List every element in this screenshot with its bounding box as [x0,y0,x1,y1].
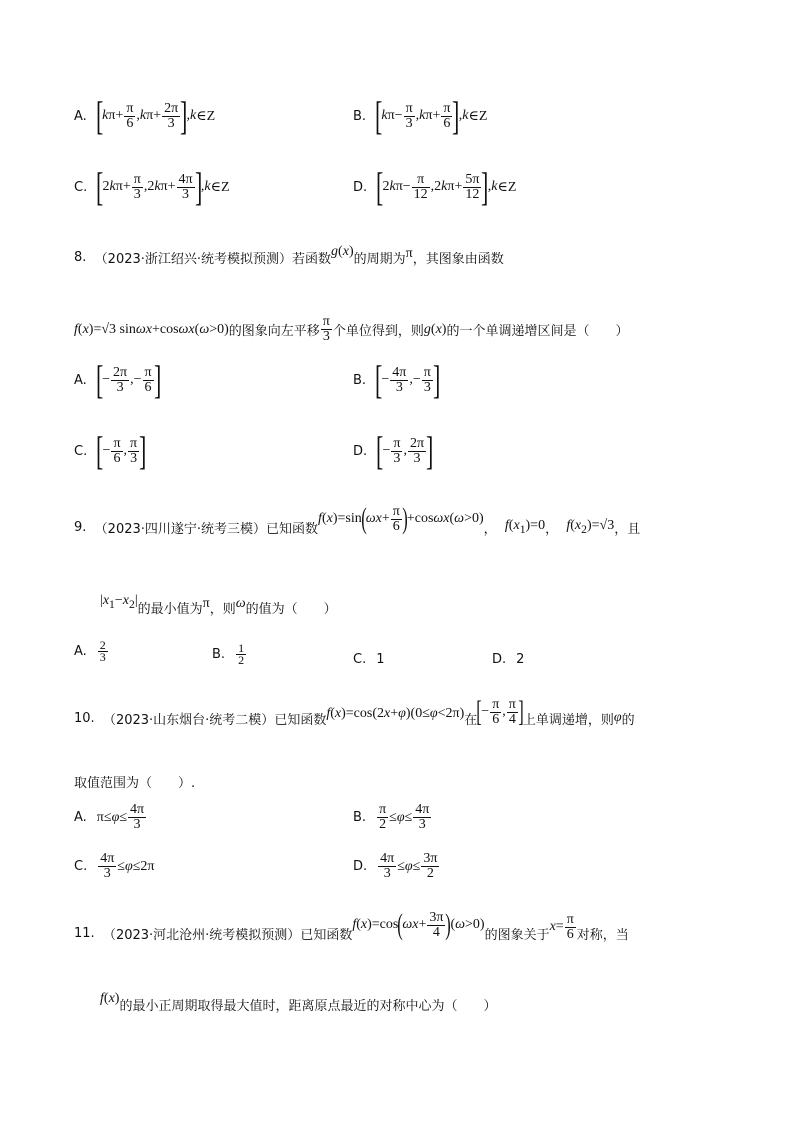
right-bracket: ] [452,93,460,138]
stem-text: 已知函数 [300,927,353,943]
q9-option-a[interactable]: A. 2 3 [74,638,106,664]
option-label: D. [492,652,507,667]
option-label: A. [74,108,87,124]
q8-stem-line2: f(x)=√3 sinωx+cosωx(ω>0) 的图象向左平移 π 3 个单位得到，则 g(x) 的一个单调递增区间是（ ） [74,314,629,344]
option-label: C. [74,179,88,195]
q11-stem-line2: f(x) 的最小正周期取得最大值时，距离原点最近的对称中心为（ ） [100,990,497,1014]
q9-stem-line2: $|x_1-x_2|$ 的最小值为 π ，则 ω 的值为（ ） [100,592,337,617]
left-bracket: [ [376,428,384,473]
stem-text: 上单调递增，则 [522,712,614,728]
question-source: （2023·河北沧州·统考模拟预测） [102,927,301,943]
option-value: 1 [376,652,385,667]
right-bracket: ] [432,357,441,402]
option-label: C. [74,859,88,874]
q10-option-b[interactable]: B. π 2 ≤ φ ≤ 4π 3 [353,802,430,832]
option-label: A. [74,372,87,388]
stem-text: 的 [621,712,635,728]
right-bracket: ] [426,428,434,473]
question-source: （2023·四川遂宁·统考三模） [94,521,267,537]
right-bracket: ] [180,93,188,138]
stem-text: ， [545,521,559,537]
q8-option-c[interactable]: C. [ − π 6 , π 3 ] [74,428,147,473]
option-label: B. [212,647,226,662]
left-bracket: [ [376,164,384,209]
option-label: B. [353,108,367,124]
q11-stem-line1: 11. （2023·河北沧州·统考模拟预测） 已知函数 f ( x )=cos ( ωx + 3π 4 ) ( ω >0) 的图象关于 x = π 6 对称，当 [74,908,629,943]
q8-option-b[interactable]: B. [ − 4π 3 ,− π 3 ] [353,357,441,402]
option-label: D. [353,179,368,195]
q9-stem-line1: 9. （2023·四川遂宁·统考三模） 已知函数 f ( x )=sin ( ωx + π 6 ) +cos ωx ( ω >0) ， $f(x_1)=0$ ， $f(x_2)=√3$ ，且 [74,502,641,537]
stem-text: ，则 [209,602,236,617]
q10-option-a[interactable]: A. π≤ φ ≤ 4π 3 [74,802,145,832]
stem-text: 的周期为 [353,252,406,267]
q9-option-b[interactable]: B. 1 2 [212,641,245,667]
left-bracket: [ [96,428,104,473]
option-label: C. [353,652,367,667]
stem-text: ，且 [614,521,641,537]
stem-text: 若函数 [292,252,332,267]
stem-text: 已知函数 [266,521,319,537]
q8-stem-line1: 8. （2023·浙江绍兴·统考模拟预测） 若函数 g(x) 的周期为 π ，其图象由函数 [74,243,504,267]
question-source: （2023·浙江绍兴·统考模拟预测） [94,252,293,267]
stem-text: ，其图象由函数 [412,252,504,267]
left-bracket: [ [375,357,383,402]
stem-text: 在 [464,712,478,728]
left-bracket: [ [375,93,383,138]
right-bracket: ] [194,164,202,209]
q7-option-a[interactable]: A. [ k π+ π 6 , k π+ 2π 3 ] , k ∈Z [74,93,216,138]
question-number: 9. [74,519,87,535]
stem-text: 个单位得到，则 [332,324,424,339]
option-label: B. [353,810,367,825]
stem-text: 的图象向左平移 [228,324,320,339]
q10-stem-line2: 取值范围为（ ）. [74,776,196,791]
option-label: D. [353,443,368,459]
q9-option-d[interactable] [492,652,524,667]
left-bracket: [ [95,93,104,138]
option-label: A. [74,810,87,825]
question-source: （2023·山东烟台·统考二模） [102,712,275,728]
right-bracket: ] [481,164,489,209]
stem-text: ， [483,521,497,537]
right-bracket: ] [139,428,147,473]
option-label: B. [353,372,367,388]
question-number: 11. [74,925,95,941]
stem-text: 的最小值为 [137,602,203,617]
option-value: 2 [516,652,525,667]
option-label: C. [74,443,88,459]
stem-text: 的值为（ ） [245,602,337,617]
question-number: 8. [74,250,87,265]
q7-option-b[interactable]: B. [ k π− π 3 , k π+ π 6 ] , k ∈Z [353,93,488,138]
left-bracket: [ [95,357,104,402]
option-label: D. [353,859,368,874]
stem-text: 的一个单调递增区间是（ ） [446,324,629,339]
option-label: A. [74,644,87,659]
stem-text: 已知函数 [274,712,327,728]
stem-text: 的图象关于 [484,927,550,943]
stem-text: 的最小正周期取得最大值时，距离原点最近的对称中心为（ ） [119,999,497,1014]
q9-option-c[interactable] [353,652,385,667]
question-number: 10. [74,710,95,726]
q10-stem-line1: 10. （2023·山东烟台·统考二模） 已知函数 f(x)=cos(2x+φ)(0≤φ<2π) 在 [ − π 6 , π 4 ] 上单调递增，则 φ 的 [74,695,635,728]
q7-option-d[interactable]: D. [ 2 k π− π 12 ,2 k π+ 5π 12 ] , k ∈Z [353,164,517,209]
q8-option-d[interactable]: D. [ − π 3 , 2π 3 ] [353,428,434,473]
q7-option-c[interactable]: C. [ 2 k π+ π 3 ,2 k π+ 4π 3 ] , k ∈Z [74,164,230,209]
q10-option-d[interactable]: D. 4π 3 ≤ φ ≤ 3π 2 [353,851,438,881]
q10-option-c[interactable]: C. 4π 3 ≤ φ ≤2π [74,851,155,881]
right-bracket: ] [153,357,161,402]
stem-text: 对称，当 [576,927,629,943]
left-bracket: [ [96,164,104,209]
q8-option-a[interactable]: A. [ − 2π 3 ,− π 6 ] [74,357,161,402]
